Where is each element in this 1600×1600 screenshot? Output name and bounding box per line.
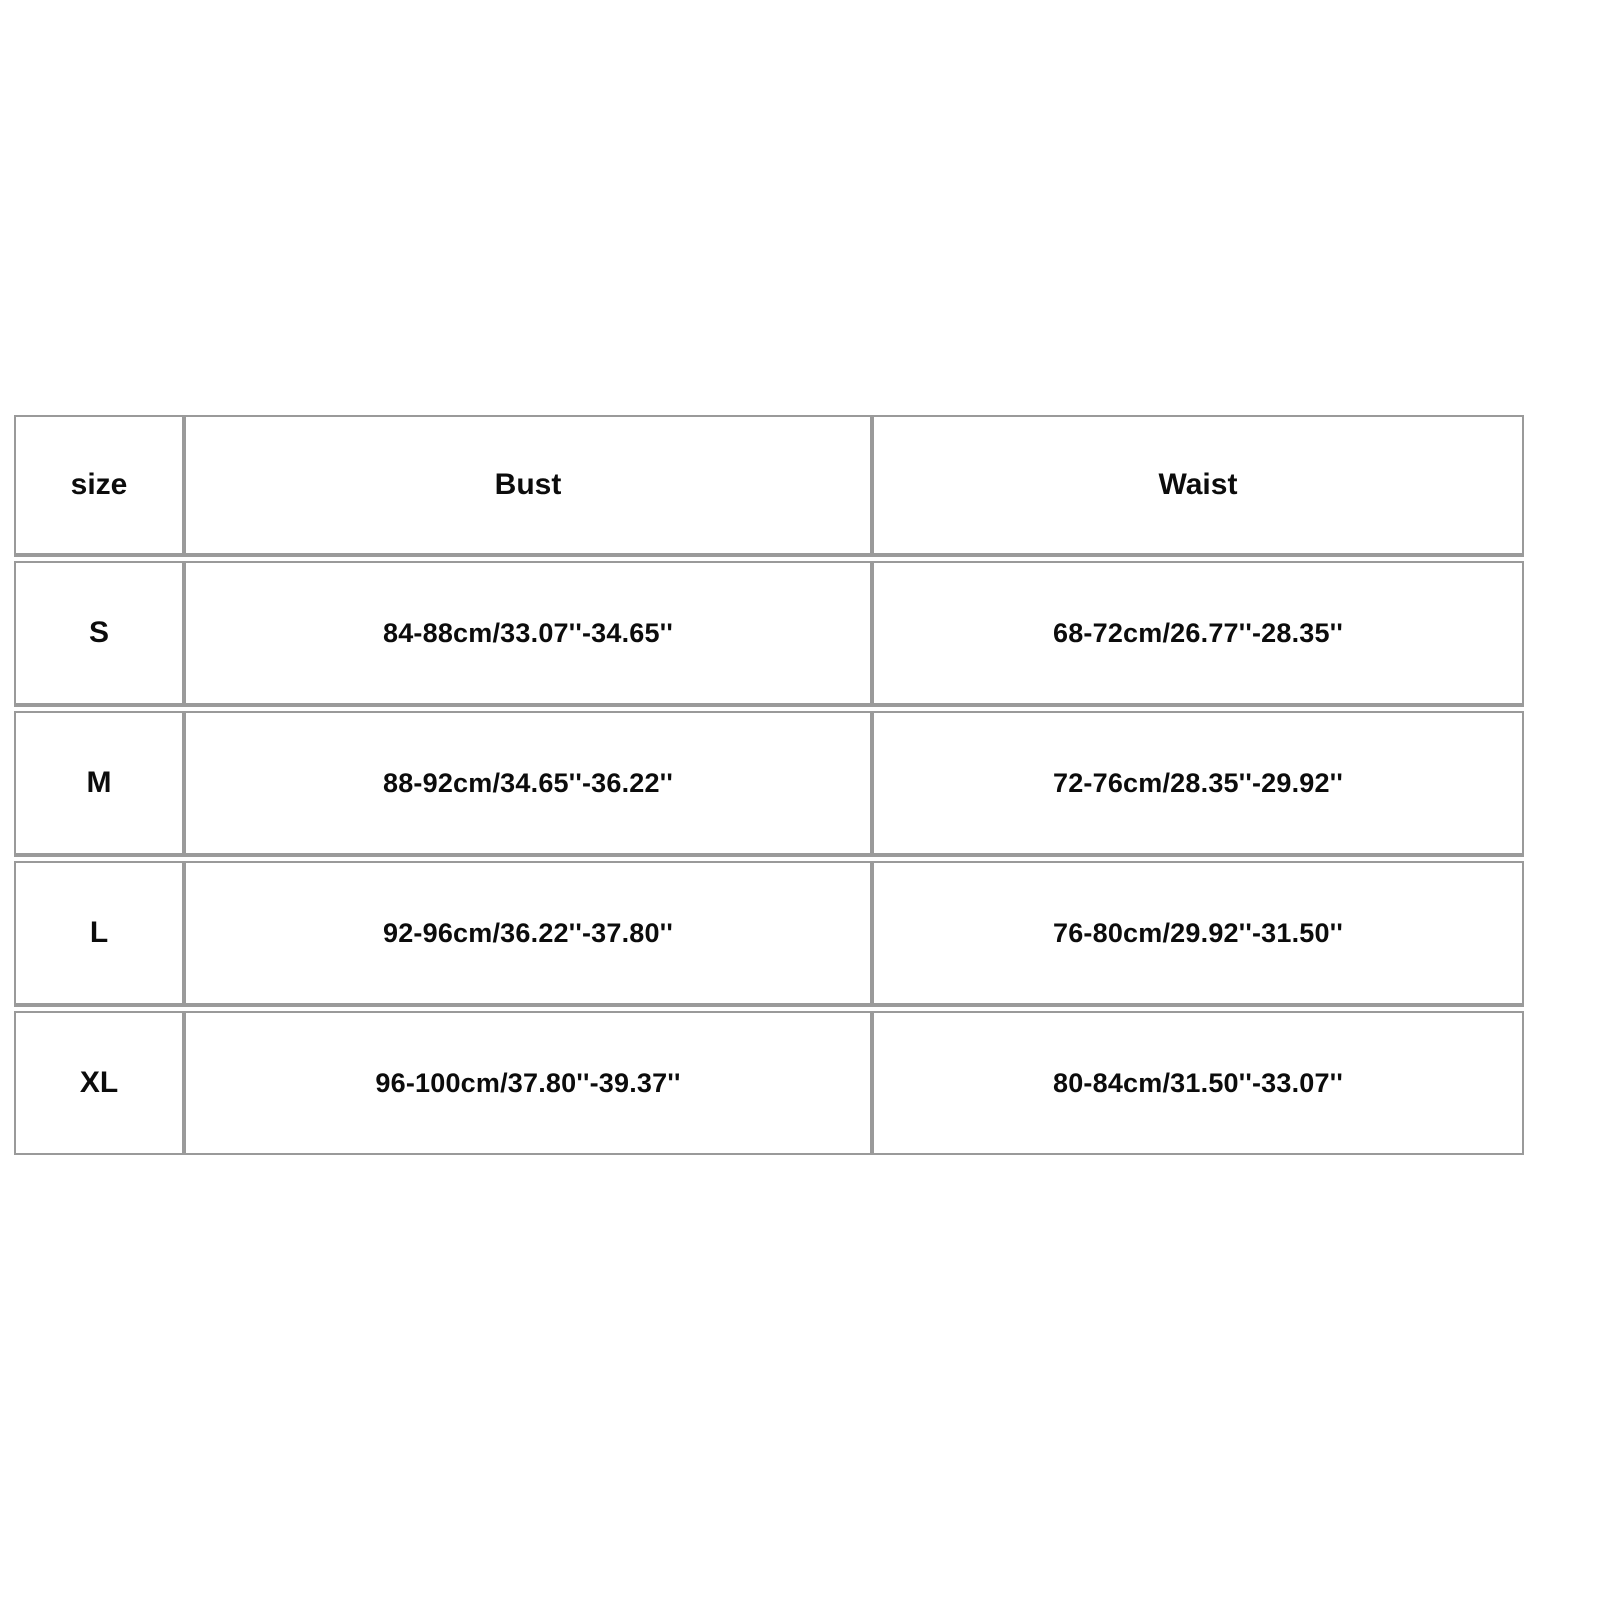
cell-waist: 76-80cm/29.92''-31.50'' xyxy=(872,861,1524,1005)
cell-waist: 68-72cm/26.77''-28.35'' xyxy=(872,561,1524,705)
cell-size: XL xyxy=(14,1011,184,1155)
cell-bust: 92-96cm/36.22''-37.80'' xyxy=(184,861,872,1005)
table-row xyxy=(14,861,1524,1005)
cell-waist: 72-76cm/28.35''-29.92'' xyxy=(872,711,1524,855)
header-size: size xyxy=(14,415,184,555)
header-waist: Waist xyxy=(872,415,1524,555)
cell-bust: 84-88cm/33.07''-34.65'' xyxy=(184,561,872,705)
cell-size: L xyxy=(14,861,184,1005)
table-row xyxy=(14,1011,1524,1155)
cell-waist: 80-84cm/31.50''-33.07'' xyxy=(872,1011,1524,1155)
cell-size: M xyxy=(14,711,184,855)
cell-bust: 96-100cm/37.80''-39.37'' xyxy=(184,1011,872,1155)
header-bust: Bust xyxy=(184,415,872,555)
cell-bust: 88-92cm/34.65''-36.22'' xyxy=(184,711,872,855)
table-header-row xyxy=(14,415,1524,555)
cell-size: S xyxy=(14,561,184,705)
table-row xyxy=(14,711,1524,855)
size-chart-table xyxy=(14,415,1524,1155)
table-row xyxy=(14,561,1524,705)
